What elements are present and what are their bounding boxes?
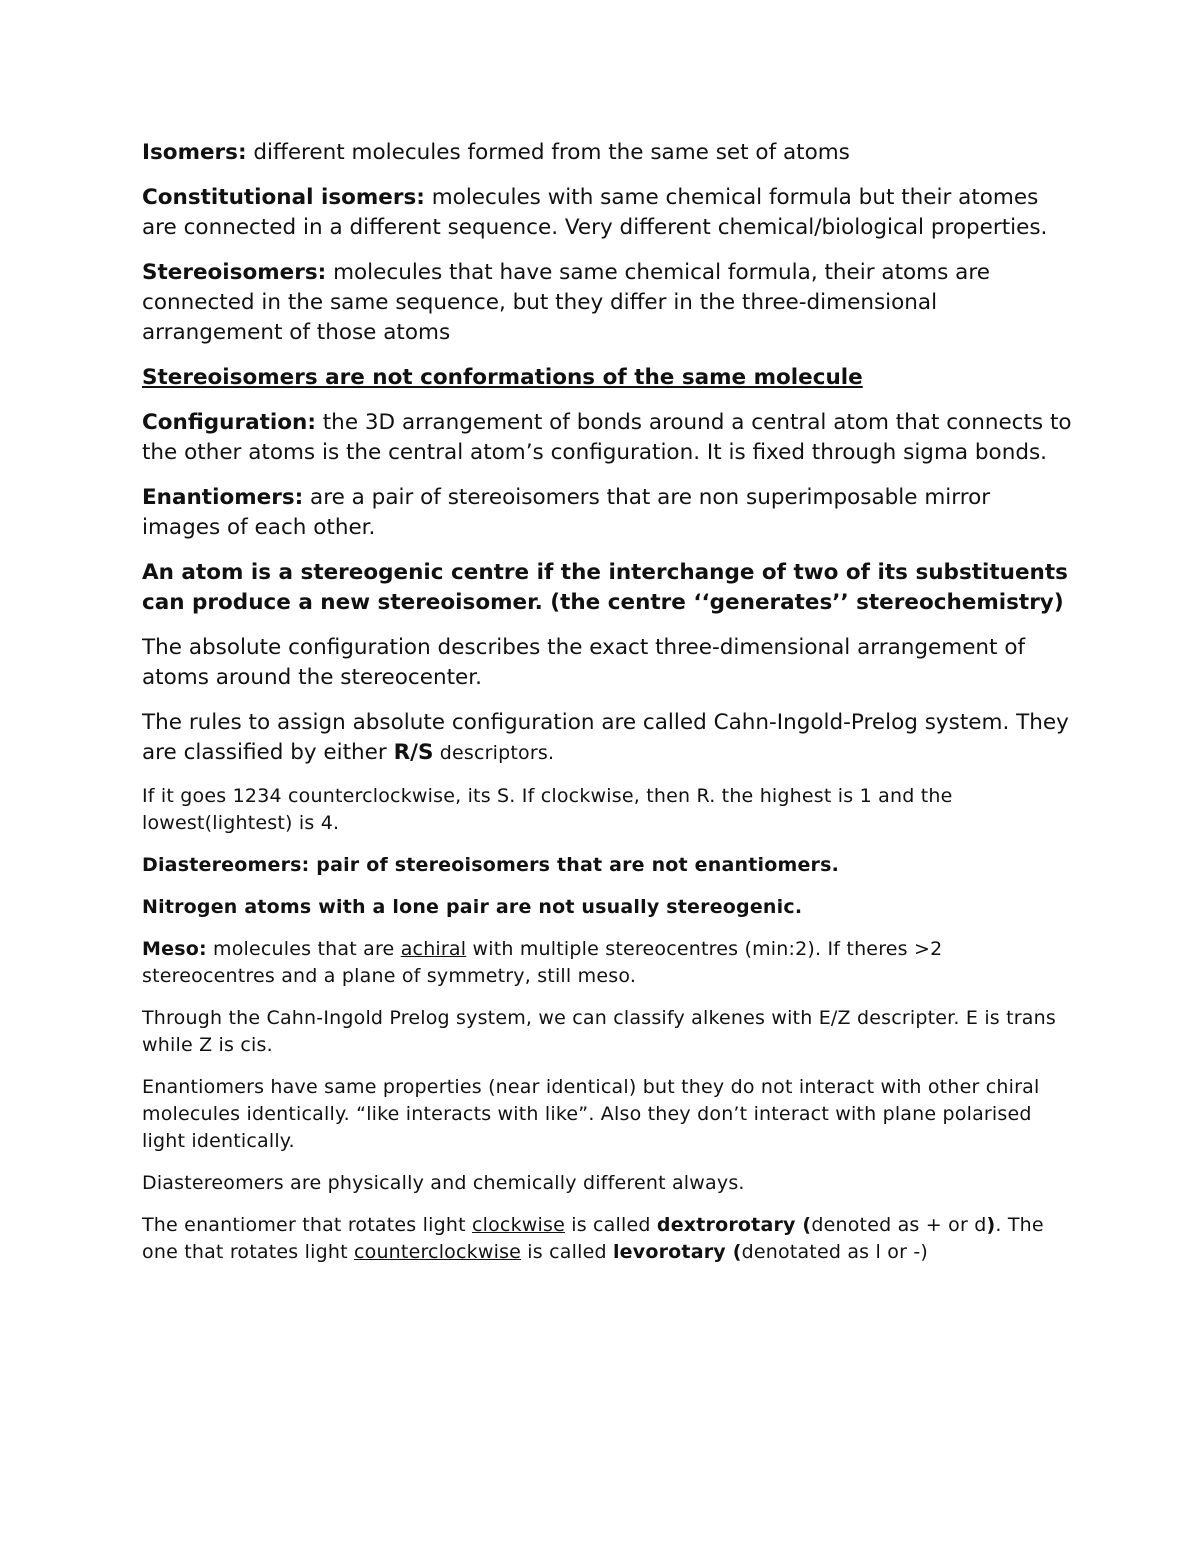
rot-clockwise: clockwise: [471, 1214, 565, 1236]
para-configuration: [142, 408, 1072, 468]
meso-pre: molecules that are: [206, 938, 401, 960]
para-diastereomers-different: Diastereomers are physically and chemically different always.: [142, 1172, 745, 1194]
rot-levorotary: levorotary (: [612, 1241, 742, 1263]
rot-counterclockwise: counterclockwise: [353, 1241, 522, 1263]
def-stereoisomers: molecules that have same chemical formula, their atoms are connected in the same sequence, but they differ in the three-dimensional arrangement of those atoms: [142, 260, 990, 345]
rot-close-paren: ): [986, 1214, 996, 1236]
rot-s3: denoted as + or d: [811, 1214, 987, 1236]
para-rotation: [142, 1212, 1072, 1266]
para-enantiomers: [142, 483, 1072, 543]
term-configuration: Configuration:: [142, 410, 316, 435]
meso-achiral: achiral: [400, 938, 467, 960]
cip-rs: R/S: [393, 740, 434, 765]
rot-s4: . The one that rotates light: [142, 1214, 1044, 1263]
term-constitutional-isomers: Constitutional isomers:: [142, 185, 425, 210]
rot-dextrorotary: dextrorotary (: [656, 1214, 812, 1236]
rot-s5: is called: [521, 1241, 613, 1263]
cip-text-post: descriptors.: [433, 742, 555, 764]
para-counterclockwise-rule: If it goes 1234 counterclockwise, its S. If clockwise, then R. the highest is 1 and the lowest(lightest) is 4.: [142, 785, 953, 834]
cip-text-pre: The rules to assign absolute configuration are called Cahn-Ingold-Prelog system. They are classified by either: [142, 710, 1069, 765]
para-diastereomers-def: Diastereomers: pair of stereoisomers that are not enantiomers.: [142, 854, 840, 876]
para-enantiomer-properties: Enantiomers have same properties (near identical) but they do not interact with other chiral molecules identically. “like interacts with like”. Also they don’t interact with plane polarised light identically.: [142, 1076, 1040, 1152]
def-constitutional-isomers: molecules with same chemical formula but their atomes are connected in a different sequence. Very different chemical/biological properties.: [142, 185, 1048, 240]
para-nitrogen-atoms: Nitrogen atoms with a lone pair are not usually stereogenic.: [142, 896, 803, 918]
para-stereogenic-centre: An atom is a stereogenic centre if the interchange of two of its substituents can produce a new stereoisomer. (the centre ‘‘generates’’ stereochemistry): [142, 560, 1068, 615]
rot-s2: is called: [564, 1214, 657, 1236]
para-constitutional-isomers: [142, 183, 1072, 243]
para-isomers: [142, 138, 1072, 168]
def-isomers: different molecules formed from the same set of atoms: [246, 140, 850, 165]
term-enantiomers: Enantiomers:: [142, 485, 304, 510]
para-ez-descripter: Through the Cahn-Ingold Prelog system, we can classify alkenes with E/Z descripter. E is trans while Z is cis.: [142, 1007, 1056, 1056]
para-absolute-configuration: The absolute configuration describes the exact three-dimensional arrangement of atoms around the stereocenter.: [142, 635, 1026, 690]
def-configuration: the 3D arrangement of bonds around a central atom that connects to the other atoms is the central atom’s configuration. It is fixed through sigma bonds.: [142, 410, 1072, 465]
rot-s6: denotated as l or -): [741, 1241, 928, 1263]
rot-s1: The enantiomer that rotates light: [142, 1214, 472, 1236]
para-meso: [142, 936, 1072, 990]
meso-post: with multiple stereocentres (min:2). If theres >2 stereocentres and a plane of symmetry, still meso.: [142, 938, 943, 987]
document-page: [142, 138, 1072, 1281]
para-stereoisomers-not-conformations: Stereoisomers are not conformations of the same molecule: [142, 365, 863, 390]
term-isomers: Isomers:: [142, 140, 247, 165]
term-stereoisomers: Stereoisomers:: [142, 260, 327, 285]
para-cip-rules: [142, 708, 1072, 768]
term-meso: Meso:: [142, 938, 207, 960]
para-stereoisomers: [142, 258, 1072, 348]
def-enantiomers: are a pair of stereoisomers that are non superimposable mirror images of each other.: [142, 485, 991, 540]
